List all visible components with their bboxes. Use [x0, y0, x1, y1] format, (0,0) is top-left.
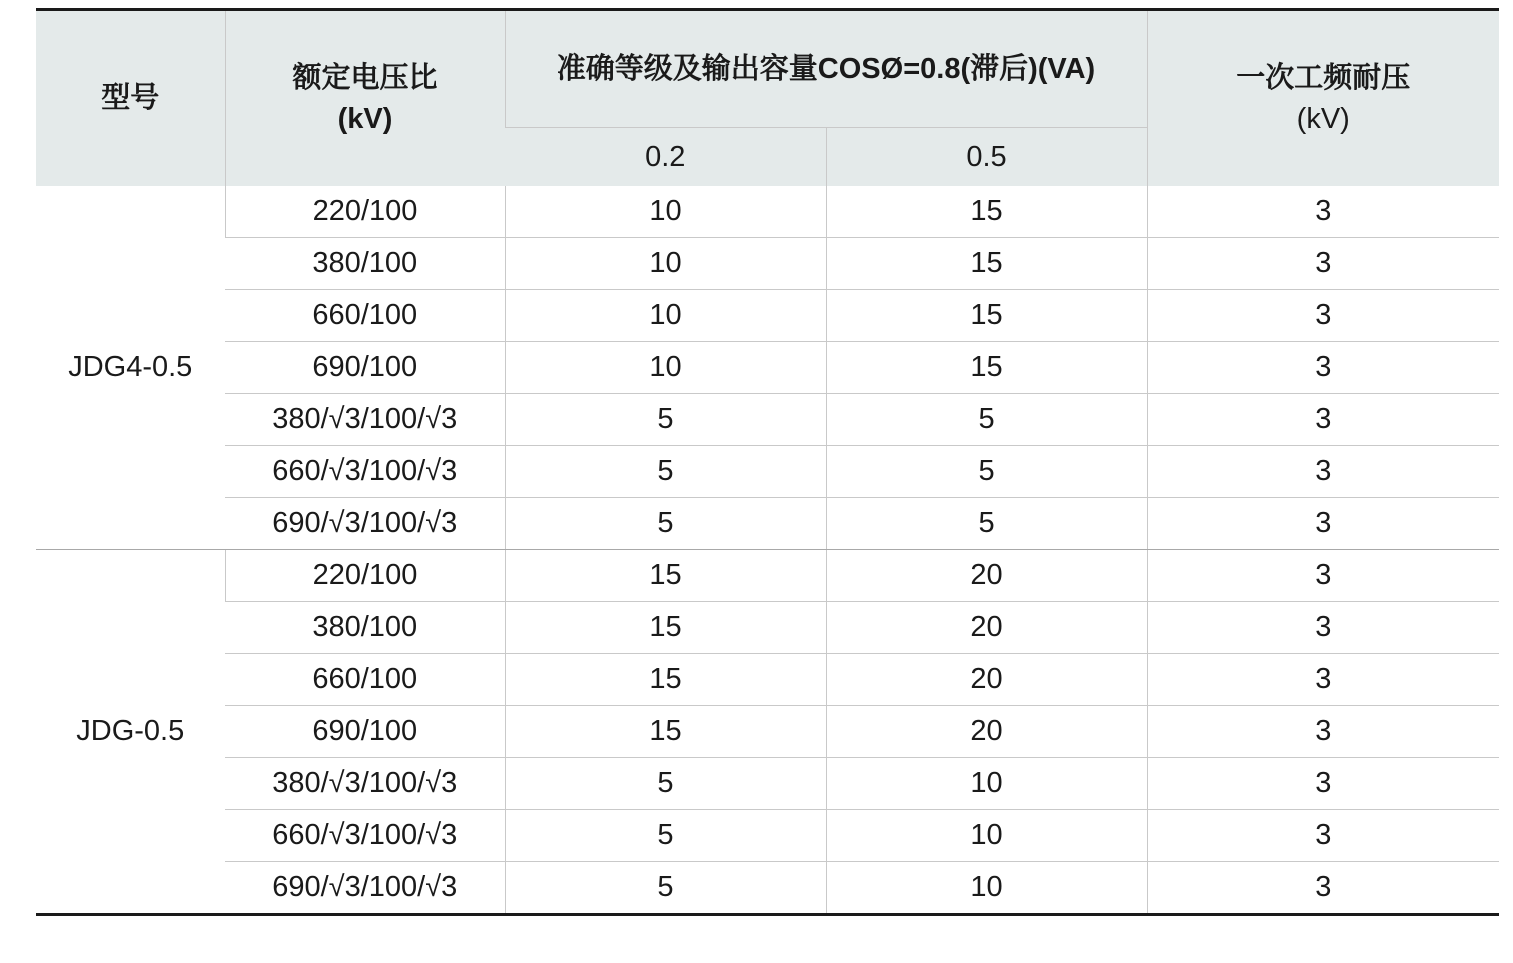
table-row [36, 238, 1499, 290]
class-0-2-cell: 10 [505, 290, 826, 342]
class-0-5-cell: 5 [826, 446, 1147, 498]
withstand-header-unit: (kV) [1296, 102, 1350, 135]
transformer-spec-table [36, 8, 1499, 916]
ratio-cell: 660/√3/100/√3 [225, 810, 505, 862]
withstand-cell: 3 [1147, 186, 1499, 238]
ratio-cell: 380/√3/100/√3 [225, 394, 505, 446]
ratio-cell: 660/√3/100/√3 [225, 446, 505, 498]
class-0-2-cell: 15 [505, 654, 826, 706]
table-row [36, 758, 1499, 810]
withstand-cell: 3 [1147, 810, 1499, 862]
withstand-cell: 3 [1147, 290, 1499, 342]
class-0-5-cell: 20 [826, 550, 1147, 602]
withstand-cell: 3 [1147, 758, 1499, 810]
model-cell: JDG4-0.5 [36, 186, 225, 550]
class-0-5-cell: 10 [826, 810, 1147, 862]
class-0-5-cell: 15 [826, 290, 1147, 342]
table-row [36, 342, 1499, 394]
accuracy-class-header-label: 准确等级及输出容量COSØ=0.8(滞后)(VA) [556, 52, 1096, 85]
withstand-cell: 3 [1147, 394, 1499, 446]
ratio-header-unit: (kV) [337, 102, 393, 135]
class-0-2-cell: 10 [505, 186, 826, 238]
class-0-5-cell: 15 [826, 186, 1147, 238]
table-header [36, 10, 1499, 187]
ratio-cell: 660/100 [225, 654, 505, 706]
table-row [36, 446, 1499, 498]
class-0-5-cell: 20 [826, 706, 1147, 758]
class-0-2-cell: 5 [505, 498, 826, 550]
class-0-5-cell: 5 [826, 394, 1147, 446]
class-0-2-cell: 10 [505, 342, 826, 394]
ratio-cell: 690/100 [225, 342, 505, 394]
ratio-cell: 220/100 [225, 550, 505, 602]
ratio-cell: 690/√3/100/√3 [225, 862, 505, 915]
class-0-2-cell: 15 [505, 550, 826, 602]
withstand-cell: 3 [1147, 498, 1499, 550]
header-row [36, 10, 1499, 128]
withstand-cell: 3 [1147, 238, 1499, 290]
table-row [36, 862, 1499, 915]
class-0-5-cell: 10 [826, 758, 1147, 810]
class-0-2-cell: 15 [505, 706, 826, 758]
withstand-header-label: 一次工频耐压 [1236, 61, 1411, 94]
class-0-5-cell: 15 [826, 238, 1147, 290]
class-0-2-cell: 5 [505, 394, 826, 446]
ratio-cell: 220/100 [225, 186, 505, 238]
class-0-5-cell: 20 [826, 602, 1147, 654]
table-row [36, 654, 1499, 706]
ratio-header-label: 额定电压比 [292, 61, 438, 94]
table-row [36, 394, 1499, 446]
class-0-2-header: 0.2 [505, 128, 826, 187]
ratio-cell: 690/100 [225, 706, 505, 758]
table-row [36, 602, 1499, 654]
withstand-cell: 3 [1147, 654, 1499, 706]
withstand-cell: 3 [1147, 706, 1499, 758]
table-row [36, 706, 1499, 758]
ratio-cell: 380/100 [225, 238, 505, 290]
ratio-cell: 380/100 [225, 602, 505, 654]
ratio-cell: 690/√3/100/√3 [225, 498, 505, 550]
withstand-cell: 3 [1147, 342, 1499, 394]
table-row [36, 498, 1499, 550]
class-0-2-cell: 5 [505, 862, 826, 915]
withstand-header [1147, 10, 1499, 187]
class-0-2-cell: 5 [505, 758, 826, 810]
ratio-cell: 380/√3/100/√3 [225, 758, 505, 810]
class-0-2-cell: 15 [505, 602, 826, 654]
model-header [36, 10, 225, 187]
withstand-cell: 3 [1147, 862, 1499, 915]
class-0-5-cell: 5 [826, 498, 1147, 550]
table-row [36, 290, 1499, 342]
table-body [36, 186, 1499, 915]
class-0-5-header: 0.5 [826, 128, 1147, 187]
model-header-label: 型号 [101, 82, 160, 115]
class-0-2-cell: 5 [505, 810, 826, 862]
class-0-2-cell: 5 [505, 446, 826, 498]
class-0-5-cell: 15 [826, 342, 1147, 394]
table-row [36, 810, 1499, 862]
class-0-5-cell: 10 [826, 862, 1147, 915]
class-0-5-cell: 20 [826, 654, 1147, 706]
table-row [36, 550, 1499, 602]
model-cell: JDG-0.5 [36, 550, 225, 915]
ratio-header [225, 10, 505, 187]
ratio-cell: 660/100 [225, 290, 505, 342]
class-0-2-cell: 10 [505, 238, 826, 290]
withstand-cell: 3 [1147, 446, 1499, 498]
table-row [36, 186, 1499, 238]
withstand-cell: 3 [1147, 550, 1499, 602]
accuracy-class-header [505, 10, 1147, 128]
withstand-cell: 3 [1147, 602, 1499, 654]
